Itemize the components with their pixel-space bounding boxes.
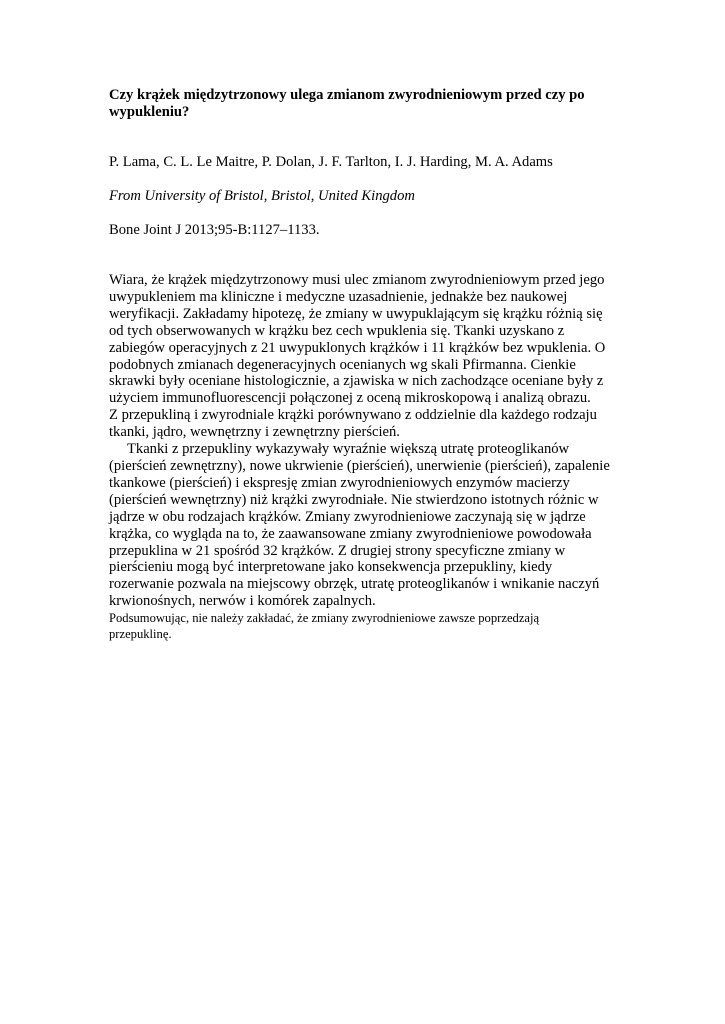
abstract-line: użyciem immunofluorescencji połączonej z oceną mikroskopową i analizą obrazu. (109, 390, 591, 407)
abstract-line: zabiegów operacyjnych z 21 uwypuklonych krążków i 11 krążków bez wpuklenia. O (109, 339, 606, 356)
abstract-line: krążka, co wygląda na to, że zaawansowane zmiany zwyrodnieniowe powodowała (109, 525, 592, 542)
abstract-line: krwionośnych, nerwów i komórek zapalnych. (109, 593, 376, 610)
conclusion-line: przepuklinę. (109, 627, 172, 642)
abstract-line: tkankowe (pierścień) i ekspresję zmian zwyrodnieniowych enzymów macierzy (109, 474, 570, 491)
abstract-line: tkanki, jądro, wewnętrzny i zewnętrzny pierścień. (109, 424, 400, 441)
abstract-line: podobnych zmianach degeneracyjnych ocenianych wg skali Pfirmanna. Cienkie (109, 356, 576, 373)
conclusion-line: Podsumowując, nie należy zakładać, że zmiany zwyrodnieniowe zawsze poprzedzają (109, 611, 540, 626)
abstract-line: rozerwanie pozwala na miejscowy obrzęk, utratę proteoglikanów i wnikanie naczyń (109, 576, 600, 593)
article-title: Czy krążek międzytrzonowy ulega zmianom zwyrodnieniowym przed czy po wypukleniu? (109, 87, 585, 120)
abstract-line: jądrze w obu rodzajach krążków. Zmiany zwyrodnieniowe zaczynają się w jądrze (109, 508, 586, 525)
abstract-line: Wiara, że krążek międzytrzonowy musi ulec zmianom zwyrodnieniowym przed jego (109, 272, 605, 288)
abstract-line: Tkanki z przepukliny wykazywały wyraźnie większą utratę proteoglikanów (109, 441, 570, 458)
abstract-line: Z przepukliną i zwyrodniale krążki porównywano z oddzielnie dla każdego rodzaju (109, 407, 597, 424)
abstract-body (109, 272, 629, 643)
abstract-line: pierścieniu mogą być interpretowane jako konsekwencja przepukliny, kiedy (109, 559, 553, 576)
abstract-line: (pierścień wewnętrzny) niż krążki zwyrodniałe. Nie stwierdzono istotnych różnic w (109, 491, 599, 508)
abstract-line: przepuklina w 21 spośród 32 krążków. Z drugiej strony specyficzne zmiany w (109, 542, 566, 559)
abstract-line: weryfikacji. Zakładamy hipotezę, że zmiany w uwypuklającym się krążku różnią się (109, 305, 603, 322)
affiliation-line: From University of Bristol, Bristol, United Kingdom (109, 188, 415, 204)
abstract-line: (pierścień zewnętrzny), nowe ukrwienie (pierścień), unerwienie (pierścień), zapalenie (109, 457, 610, 474)
abstract-line: skrawki były oceniane histologicznie, a zjawiska w nich zachodzące oceniane były z (109, 373, 604, 390)
citation-line: Bone Joint J 2013;95-B:1127–1133. (109, 222, 320, 238)
abstract-line: uwypukleniem ma kliniczne i medyczne uzasadnienie, jednakże bez naukowej (109, 288, 568, 305)
abstract-line: od tych obserwowanych w krążku bez cech wpuklenia się. Tkanki uzyskano z (109, 322, 565, 339)
authors-line: P. Lama, C. L. Le Maitre, P. Dolan, J. F. Tarlton, I. J. Harding, M. A. Adams (109, 154, 553, 170)
